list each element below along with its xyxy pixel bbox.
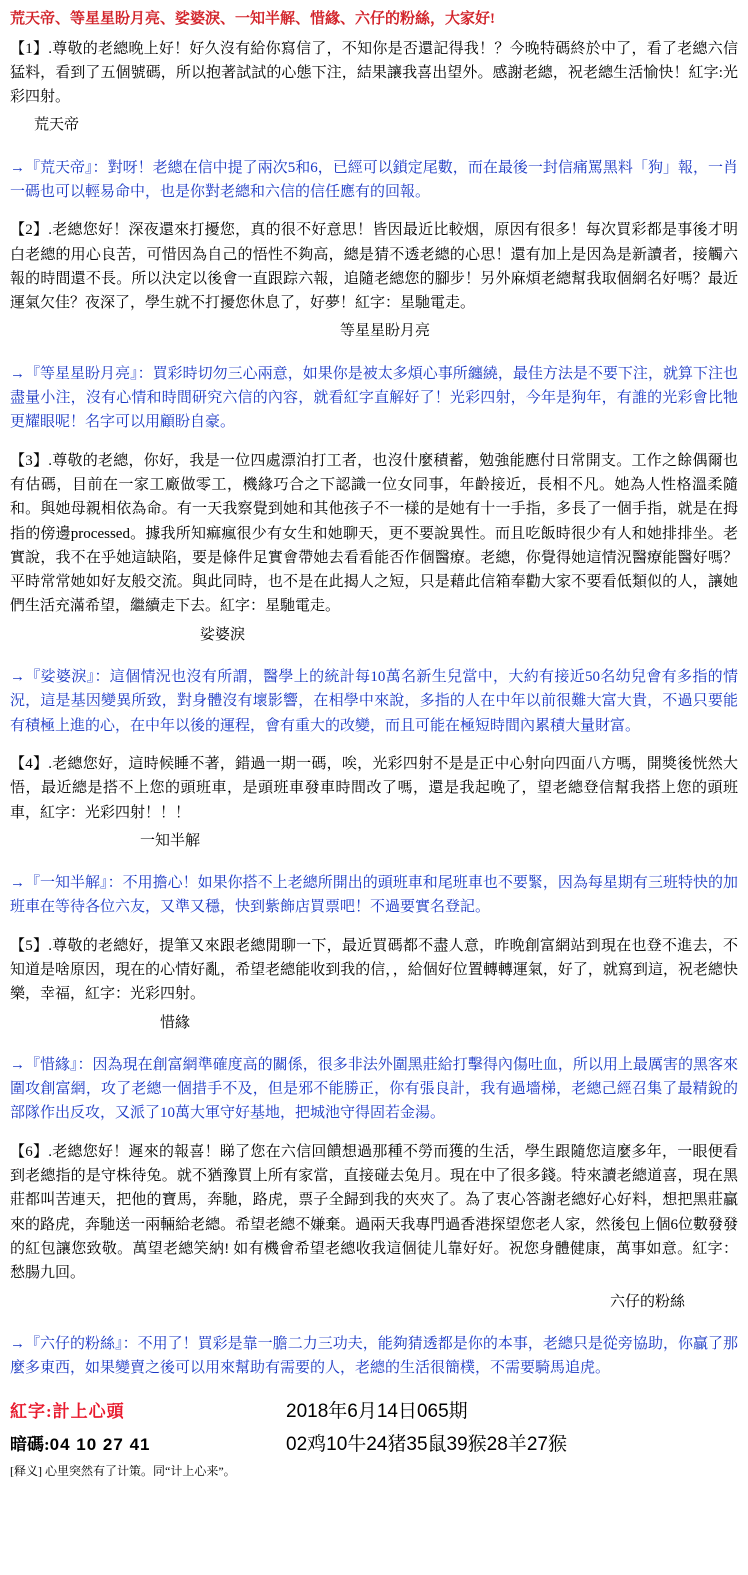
letter-signature: 娑婆淚 (200, 626, 246, 643)
footer-right-cell (286, 1429, 738, 1456)
reply-text: →『娑婆淚』：這個情況也沒有所謂，醫學上的統計每10萬名新生兒當中，大約有接近50名幼兒會有多指的情況，這是基因變異所致，對身體沒有壞影響，在相學中來說，多指的人在中年以前很難大富大貴，不過只要能有積極上進的心，在中年以後的運程，會有重大的改變，而且可能在極短時間內累積大量財富。 (10, 669, 738, 734)
letter-text: 【3】.尊敬的老總，你好，我是一位四處漂泊打工者，也沒什麼積蓄，勉強能應付日常開支。工作之餘偶爾也有估碼，目前在一家工廠做零工，機緣巧合之下認識一位女同事，年齡接近，長相不凡。她為人性格溫柔隨和。與她母親相依為命。有一天我察覺到她和其他孩子不一樣的是她有十一手指，多長了一個手指，就是在拇指的傍邊processed。據我所知痲瘋很少有女生和她聊天，更不要說異性。而且吃飯時很少有人和她排排坐。老實說，我不在乎她這缺陷，要是條件足實會帶她去看看能否作個醫療。老總，你覺得她這情況醫療能醫好嗎？平時常常她如好友般交流。與此同時，也不是在此揭人之短，只是藉此信箱奉勸大家不要看低類似的人，讓她們生活充滿希望，繼續走下去。紅字：星馳電走。 (10, 452, 738, 615)
lottery-special-number: 27猴 (526, 1434, 567, 1456)
footer-right-cell (286, 1396, 738, 1423)
letter-signature: 六仔的粉絲 (610, 1293, 686, 1310)
reply-text: →『荒天帝』：對呀！老總在信中提了兩次5和6，已經可以鎖定尾數，而在最後一封信痛罵黑料「狗」報，一肖一碼也可以輕易命中，也是你對老總和六信的信任應有的回報。 (10, 159, 738, 200)
letter-block (10, 37, 738, 205)
letter-text: 【1】.尊敬的老總晚上好！好久沒有給你寫信了，不知你是否還記得我！？今晚特碼終於中了，看了老總六信猛料，看到了五個號碼，所以抱著試試的心態下注，結果讓我喜出望外。感謝老總，祝老總生活愉快！紅字:光彩四射。 (10, 40, 738, 106)
letter-block (10, 752, 738, 920)
footer-row-redtitle (10, 1396, 738, 1423)
letter-text: 【2】.老總您好！深夜還來打擾您，真的很不好意思！皆因最近比較烟，原因有很多！每次買彩都是事後才明白老總的用心良苦，可惜因為自己的悟性不夠高，總是猜不透老總的心思！還有加上是因為是新讀者，接觸六報的時間還不長。所以決定以後會一直跟踪六報，追隨老總您的腳步！另外麻煩老總幫我取個網名好嗎？最近運氣欠佳？夜深了，學生就不打擾您休息了，好夢！紅字：星馳電走。 (10, 222, 738, 312)
reply-text: →『惜緣』：因為現在創富網準確度高的關係，很多非法外圍黑莊給打擊得內傷吐血，所以用上最厲害的黑客來圍攻創富網，攻了老總一個措手不及，但是邪不能勝正，你有張良計，我有過墻梯，老總己經召集了最精銳的部隊作出反攻，又派了10萬大軍守好基地，把城池守得固若金湯。 (10, 1056, 738, 1122)
letter-text: 【4】.老總您好，這時候睡不著，錯過一期一碼，唉，光彩四射不是是正中心射向四面八方嗎，開獎後恍然大悟，最近總是搭不上您的頭班車，是頭班車發車時間改了嗎，還是我起晚了，望老總登信幫我搭上您的頭班車，紅字：光彩四射！！！ (10, 755, 738, 821)
reply-text: →『六仔的粉絲』：不用了！買彩是靠一膽二力三功夫，能夠猜透都是你的本事，老總只是從旁協助，你贏了那麼多東西，如果變賣之後可以用來幫助有需要的人，老總的生活很簡樸，不需要騎馬追虎。 (10, 1335, 738, 1377)
letter-block (10, 1140, 738, 1381)
spacer (10, 1041, 738, 1053)
footer-row-codes (10, 1429, 738, 1456)
date-issue-line: 2018年6月14日065期 (286, 1401, 468, 1423)
footer-left-cell (10, 1430, 286, 1455)
reply-text: →『等星星盼月亮』：買彩時切勿三心兩意，如果你是被太多煩心事所纏繞，最佳方法是不要下注，就算下注也盡量小注，沒有心情和時間研究六信的內容，就看紅字直解好了！光彩四射，今年是狗年，有誰的光彩會比牠更耀眼呢！名字可以用顧盼自豪。 (10, 365, 738, 431)
letter-signature: 荒天帝 (34, 117, 80, 134)
spacer (10, 653, 738, 665)
footer-left-cell (10, 1397, 286, 1422)
red-title: 紅字:計上心頭 (10, 1402, 125, 1422)
letter-text: 【5】.尊敬的老總好，提筆又來跟老總閒聊一下，最近買碼都不盡人意，昨晚創富網站到現在也登不進去，不知道是啥原因，現在的心情好亂，希望老總能收到我的信，，給個好位置轉轉運氣，好了，就寫到這，祝老總快樂，幸福，紅字：光彩四射。 (10, 937, 738, 1003)
reply-text: →『一知半解』：不用擔心！如果你搭不上老總所開出的頭班車和尾班車也不要緊，因為每星期有三班特快的加班車在等待各位六友，又準又穩，快到紫飾店買票吧！不過要實名登記。 (10, 875, 738, 916)
letter-signature: 惜緣 (160, 1014, 191, 1031)
greeting-line: 荒天帝、等星星盼月亮、娑婆淚、一知半解、惜緣、六仔的粉絲，大家好! (10, 11, 495, 27)
secret-code-numbers: 04 10 27 41 (49, 1435, 151, 1455)
letter-signature: 一知半解 (140, 832, 201, 849)
footer-section (10, 1396, 738, 1480)
spacer (10, 1320, 738, 1332)
spacer (10, 350, 738, 362)
letter-signature: 等星星盼月亮 (340, 323, 431, 340)
lottery-numbers: 02鸡10牛24猪35鼠39猴28羊 (286, 1434, 527, 1456)
secret-code-label: 暗碼: (10, 1435, 50, 1455)
letter-block (10, 218, 738, 434)
spacer (10, 144, 738, 156)
spacer (10, 859, 738, 871)
letter-text: 【6】.老總您好！遲來的報喜！睇了您在六信回饋想過那種不勞而獲的生活，學生跟隨您這麼多年，一眼便看到老總指的是守株待兔。就不猶豫買上所有家當，直接碰去兔月。現在中了很多錢。特來讀老總道喜，現在黑莊都叫苦連天，把他的寶馬，奔馳，路虎，票子全歸到我的夾夾了。為了衷心答謝老總好心好料，想把黑莊贏來的路虎，奔馳送一兩輛給老總。希望老總不嫌棄。過兩天我專門過香港探望您老人家，然後包上個6位數發發的紅包讓您致敬。萬望老總笑納! 如有機會希望老總收我這個徒儿靠好好。祝您身體健康，萬事如意。紅字：愁腸九回。 (10, 1143, 738, 1282)
letter-block (10, 934, 738, 1126)
explanation-text: [释义] 心里突然有了计策。同“计上心来”。 (10, 1464, 236, 1479)
letter-block (10, 449, 738, 738)
